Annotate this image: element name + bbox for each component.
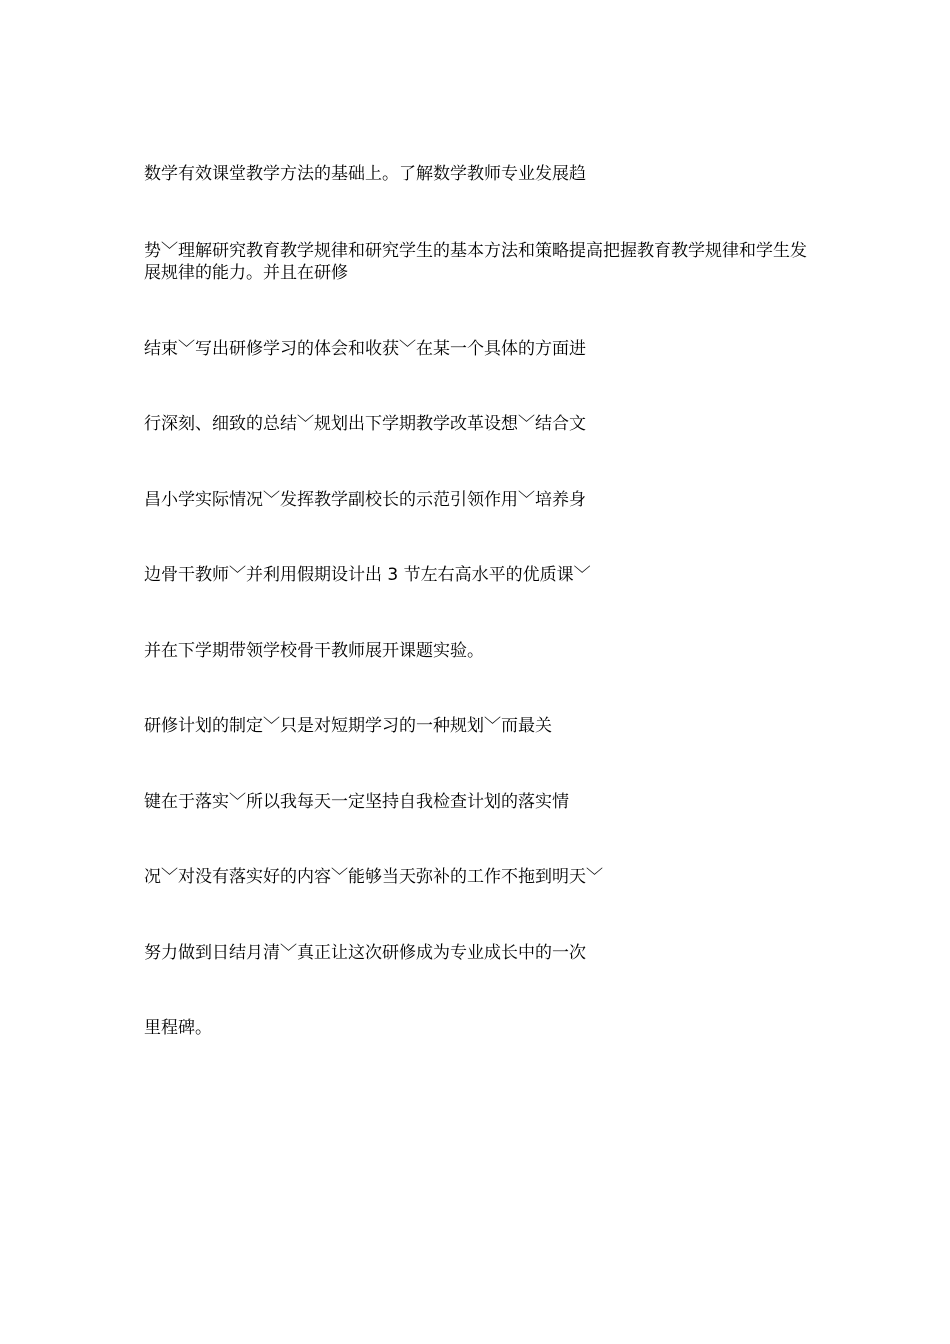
paragraph-line: 边骨干教师﹀并利用假期设计出 3 节左右高水平的优质课﹀	[144, 565, 591, 585]
paragraph-line: 结束﹀写出研修学习的体会和收获﹀在某一个具体的方面进	[144, 339, 586, 359]
paragraph-line: 势﹀理解研究教育教学规律和研究学生的基本方法和策略提高把握教育教学规律和学生发展规律的能力。并且在研修	[144, 241, 807, 283]
paragraph-line: 行深刻、细致的总结﹀规划出下学期教学改革设想﹀结合文	[144, 414, 586, 434]
paragraph-line: 并在下学期带领学校骨干教师展开课题实验。	[144, 641, 484, 661]
paragraph-line: 键在于落实﹀所以我每天一定坚持自我检查计划的落实情	[144, 792, 569, 812]
paragraph-line: 昌小学实际情况﹀发挥教学副校长的示范引领作用﹀培养身	[144, 490, 586, 510]
paragraph-line: 努力做到日结月清﹀真正让这次研修成为专业成长中的一次	[144, 943, 586, 963]
paragraph-line: 研修计划的制定﹀只是对短期学习的一种规划﹀而最关	[144, 716, 552, 736]
paragraph-line: 况﹀对没有落实好的内容﹀能够当天弥补的工作不拖到明天﹀	[144, 867, 603, 887]
paragraph-line: 数学有效课堂教学方法的基础上。了解数学教师专业发展趋	[144, 164, 586, 184]
paragraph-line: 里程碑。	[144, 1018, 212, 1038]
